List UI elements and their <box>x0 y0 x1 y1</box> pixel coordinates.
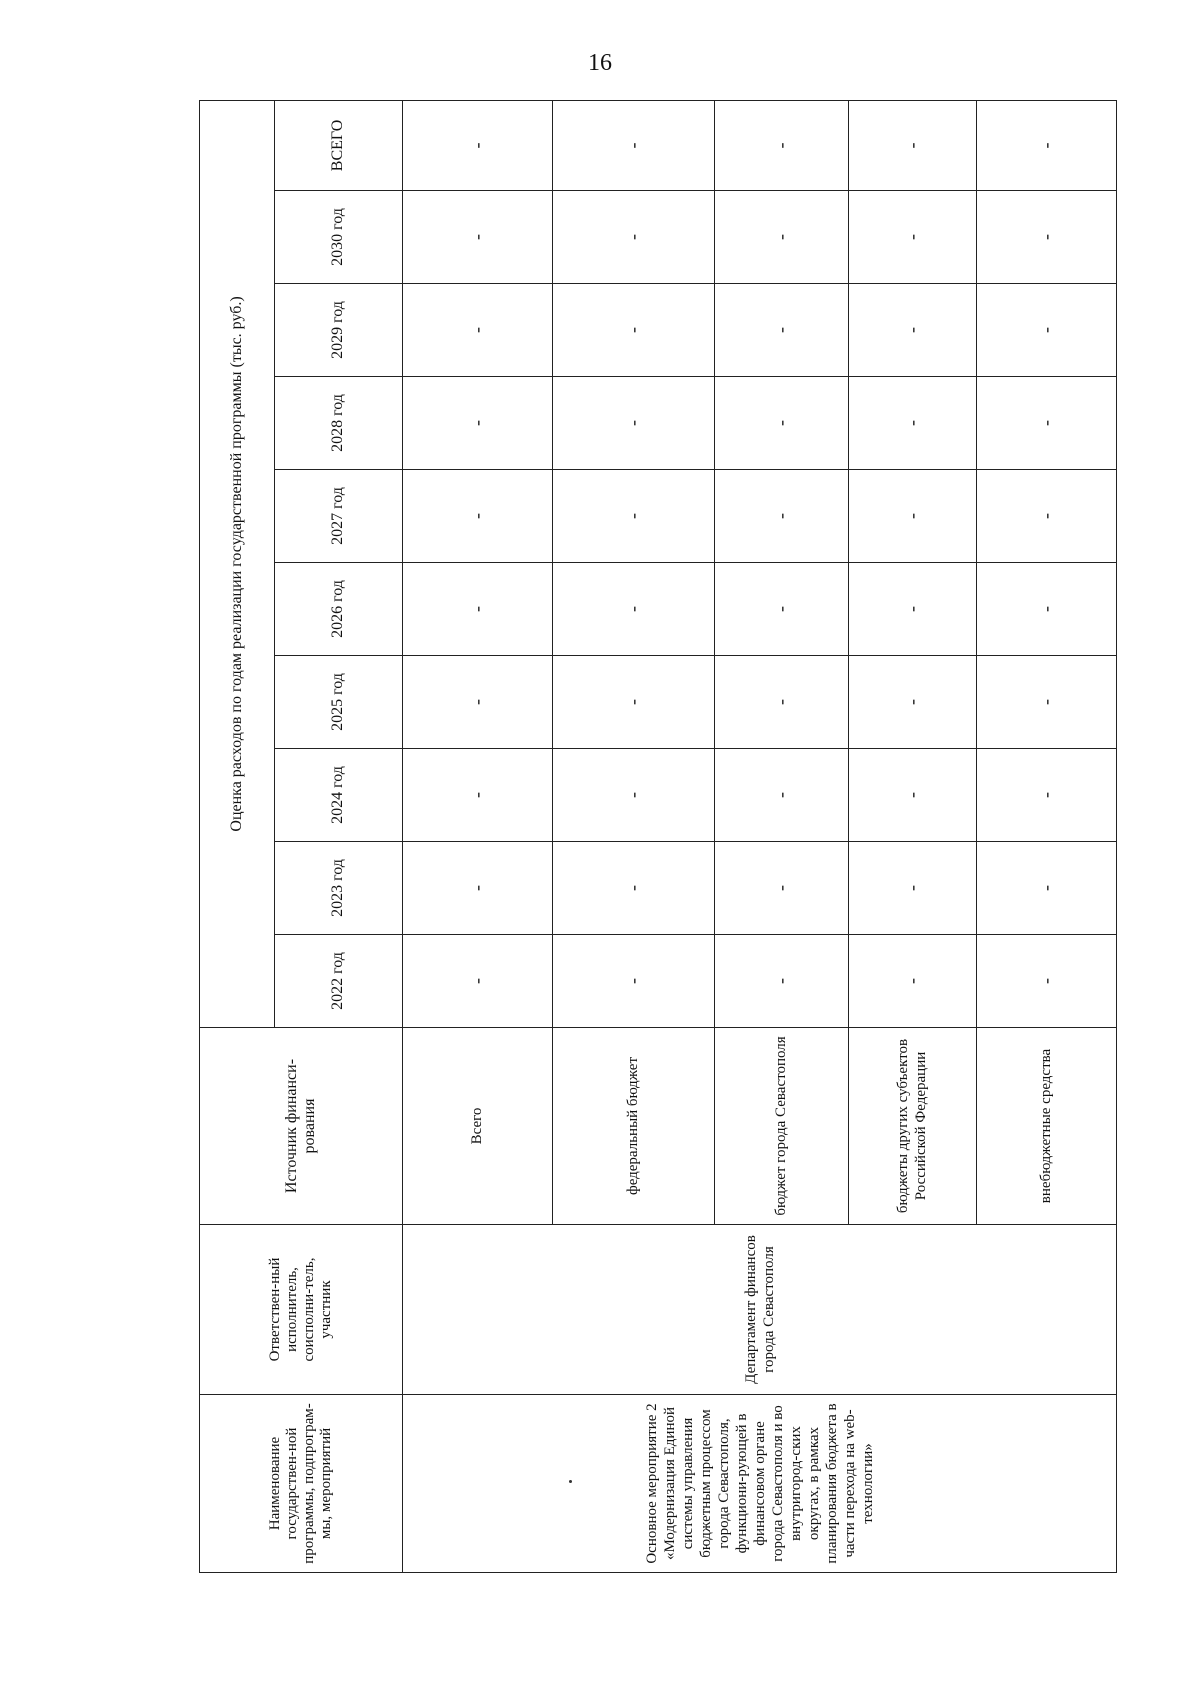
expense-value: - <box>849 656 977 749</box>
expense-value: - <box>403 563 553 656</box>
expense-value: - <box>403 749 553 842</box>
expense-value: - <box>977 191 1117 284</box>
expense-value: - <box>553 284 715 377</box>
header-year: 2025 год <box>275 656 403 749</box>
table-row <box>403 100 553 1572</box>
header-year: 2029 год <box>275 284 403 377</box>
expense-value: - <box>403 191 553 284</box>
budget-table <box>199 100 1117 1573</box>
expense-value: - <box>403 656 553 749</box>
expense-value: - <box>553 842 715 935</box>
expense-value: - <box>403 284 553 377</box>
expense-value: - <box>553 191 715 284</box>
expense-value: - <box>849 842 977 935</box>
expense-value: - <box>715 470 849 563</box>
expense-value: - <box>553 656 715 749</box>
header-year: 2023 год <box>275 842 403 935</box>
funding-source: бюджеты других субъектов Российской Федерации <box>849 1028 977 1225</box>
funding-source: бюджет города Севастополя <box>715 1028 849 1225</box>
expense-value: - <box>553 470 715 563</box>
expense-value: - <box>715 377 849 470</box>
expense-value: - <box>977 284 1117 377</box>
expense-value: - <box>715 563 849 656</box>
expense-value: - <box>977 377 1117 470</box>
header-year: 2028 год <box>275 377 403 470</box>
header-year: 2030 год <box>275 191 403 284</box>
expense-value: - <box>403 377 553 470</box>
expense-value: - <box>715 656 849 749</box>
expense-value: - <box>403 842 553 935</box>
expense-value: - <box>977 100 1117 190</box>
funding-source: внебюджетные средства <box>977 1028 1117 1225</box>
header-year: 2026 год <box>275 563 403 656</box>
expense-value: - <box>553 377 715 470</box>
header-year: ВСЕГО <box>275 100 403 190</box>
expense-value: - <box>977 563 1117 656</box>
header-executor: Ответствен-ный исполнитель, соисполни-тель, участник <box>200 1225 403 1395</box>
expense-value: - <box>553 749 715 842</box>
funding-source: Всего <box>403 1028 553 1225</box>
expense-value: - <box>403 935 553 1028</box>
responsible-executor: Департамент финансов города Севастополя <box>403 1225 1117 1395</box>
header-year: 2022 год <box>275 935 403 1028</box>
activity-name: Основное мероприятие 2 «Модернизация Единой системы управления бюджетным процессом города Севастополя, функциони-рующей в финансовом органе города Севастополя и во внутригород-ских округах, в рамках планирования бюджета в части перехода на web-технологии» <box>403 1395 1117 1573</box>
expense-value: - <box>403 100 553 190</box>
expense-value: - <box>849 470 977 563</box>
header-source: Источник финанси-рования <box>200 1028 403 1225</box>
expense-value: - <box>715 842 849 935</box>
expense-value: - <box>849 749 977 842</box>
expense-value: - <box>553 563 715 656</box>
rotated-table-container <box>199 119 1117 1573</box>
expense-value: - <box>715 100 849 190</box>
expense-value: - <box>849 191 977 284</box>
expense-value: - <box>977 842 1117 935</box>
expense-value: - <box>849 563 977 656</box>
funding-source: федеральный бюджет <box>553 1028 715 1225</box>
expense-value: - <box>977 749 1117 842</box>
expense-value: - <box>977 935 1117 1028</box>
header-name: Наименование государствен-ной программы, подпрограм-мы, мероприятий <box>200 1395 403 1573</box>
expense-value: - <box>849 377 977 470</box>
expense-value: - <box>715 191 849 284</box>
header-estimate: Оценка расходов по годам реализации государственной программы (тыс. руб.) <box>200 100 275 1027</box>
expense-value: - <box>849 100 977 190</box>
expense-value: - <box>553 100 715 190</box>
header-year: 2024 год <box>275 749 403 842</box>
page-number: 16 <box>588 50 612 76</box>
expense-value: - <box>553 935 715 1028</box>
expense-value: - <box>715 749 849 842</box>
expense-value: - <box>977 470 1117 563</box>
expense-value: - <box>977 656 1117 749</box>
scan-speck <box>569 1480 572 1483</box>
header-year: 2027 год <box>275 470 403 563</box>
expense-value: - <box>715 284 849 377</box>
expense-value: - <box>715 935 849 1028</box>
expense-value: - <box>403 470 553 563</box>
expense-value: - <box>849 284 977 377</box>
expense-value: - <box>849 935 977 1028</box>
